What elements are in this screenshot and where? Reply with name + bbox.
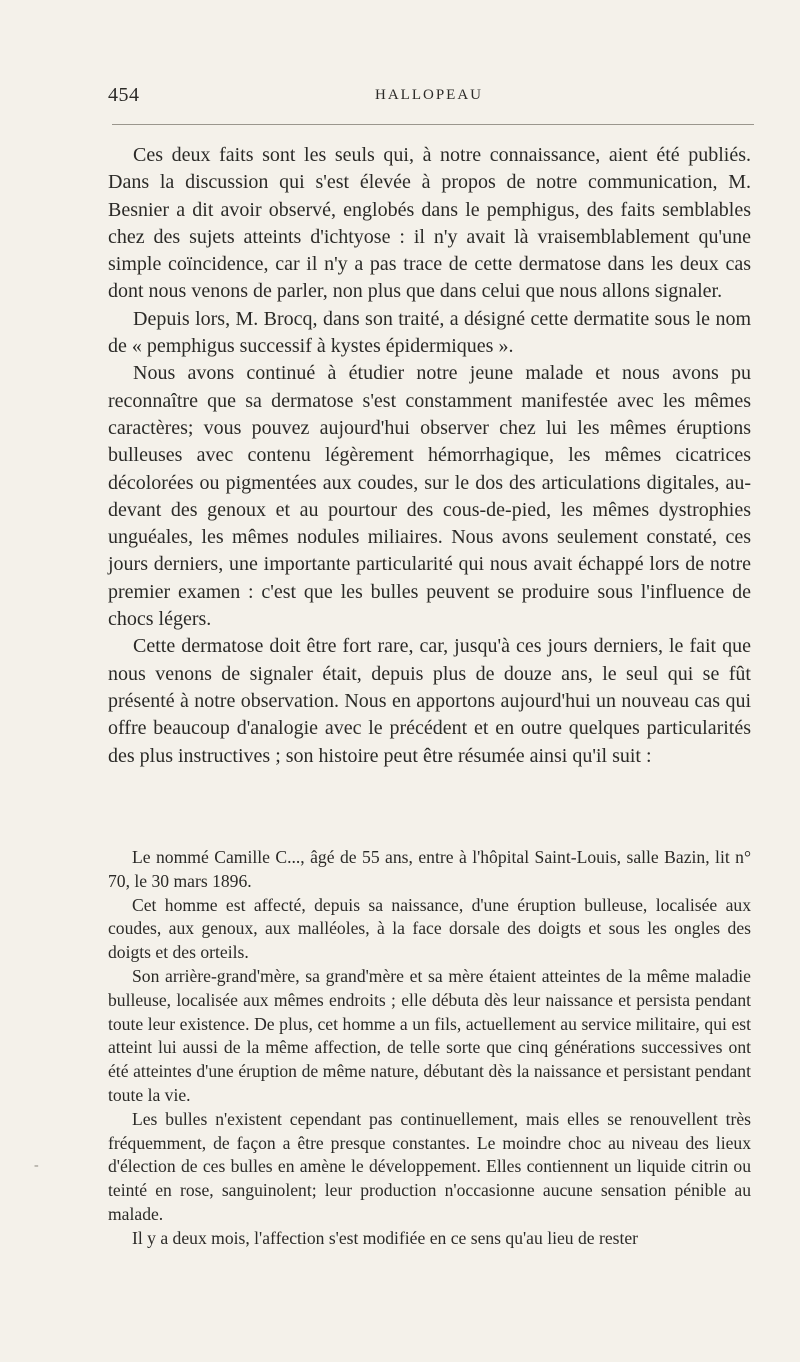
header-rule — [112, 124, 754, 125]
paragraph: Nous avons continué à étudier notre jeune malade et nous avons pu reconnaître que sa dermatose s'est constamment manifestée avec les mêmes caractères; vous pouvez aujourd'hui observer chez lui les mêmes éruptions bulleuses avec contenu légèrement hémorrhagique, les mêmes cicatrices décolorées ou pigmentées aux coudes, sur le dos des articulations digitales, au-devant des genoux et au pourtour des cous-de-pied, les mêmes dystrophies unguéales, les mêmes nodules miliaires. Nous avons seulement constaté, ces jours derniers, une importante particularité qui nous avait échappé lors de notre premier examen : c'est que les bulles peuvent se produire sous l'influence de chocs légers. — [108, 362, 751, 631]
page-header — [108, 84, 750, 110]
observation-paragraph: Les bulles n'existent cependant pas continuellement, mais elles se renouvellent très fréquemment, de façon a être presque constantes. Le moindre choc au niveau des lieux d'élection de ces bulles en amène le développement. Elles contiennent un liquide citrin ou teinté en rose, sanguinolent; leur production n'occasionne aucune sensation pénible au malade. — [108, 1108, 751, 1224]
main-text — [108, 142, 751, 770]
observation-text — [108, 846, 751, 1251]
running-head: HALLOPEAU — [375, 87, 483, 103]
observation-paragraph: Son arrière-grand'mère, sa grand'mère et sa mère étaient atteintes de la même maladie bulleuse, localisée aux mêmes endroits ; elle débuta dès leur naissance et persista pendant toute leur existence. De plus, cet homme a un fils, actuellement au service militaire, qui est atteint lui aussi de la même affection, de telle sorte que cinq générations successives ont été atteintes d'une éruption de même nature, débutant dès la naissance et persistant pendant toute la vie. — [108, 965, 751, 1105]
observation-paragraph: Il y a deux mois, l'affection s'est modifiée en ce sens qu'au lieu de rester — [132, 1227, 639, 1248]
paragraph: Ces deux faits sont les seuls qui, à notre connaissance, aient été publiés. Dans la discussion qui s'est élevée à propos de notre communication, M. Besnier a dit avoir observé, englobés dans le pemphigus, des faits semblables chez des sujets atteints d'ichtyose : il n'y avait là vraisemblablement qu'une simple coïncidence, car il n'y a pas trace de cette dermatose dans les deux cas dont nous venons de parler, non plus que dans celui que nous allons signaler. — [108, 144, 751, 303]
observation-paragraph: Cet homme est affecté, depuis sa naissance, d'une éruption bulleuse, localisée aux coudes, aux genoux, aux malléoles, à la face dorsale des doigts et sous les ongles des doigts et des orteils. — [108, 894, 751, 963]
observation-paragraph: Le nommé Camille C..., âgé de 55 ans, entre à l'hôpital Saint-Louis, salle Bazin, lit n° 70, le 30 mars 1896. — [108, 847, 751, 891]
page-number: 454 — [108, 84, 140, 106]
paragraph: Cette dermatose doit être fort rare, car, jusqu'à ces jours derniers, le fait que nous venons de signaler était, depuis plus de douze ans, le seul qui se fût présenté à notre observation. Nous en apportons aujourd'hui un nouveau cas qui offre beaucoup d'analogie avec le précédent et en outre quelques particularités des plus instructives ; son histoire peut être résumée ainsi qu'il suit : — [108, 635, 751, 767]
margin-mark: - — [34, 1158, 39, 1173]
paragraph: Depuis lors, M. Brocq, dans son traité, a désigné cette dermatite sous le nom de « pemphigus successif à kystes épidermiques ». — [108, 307, 751, 358]
